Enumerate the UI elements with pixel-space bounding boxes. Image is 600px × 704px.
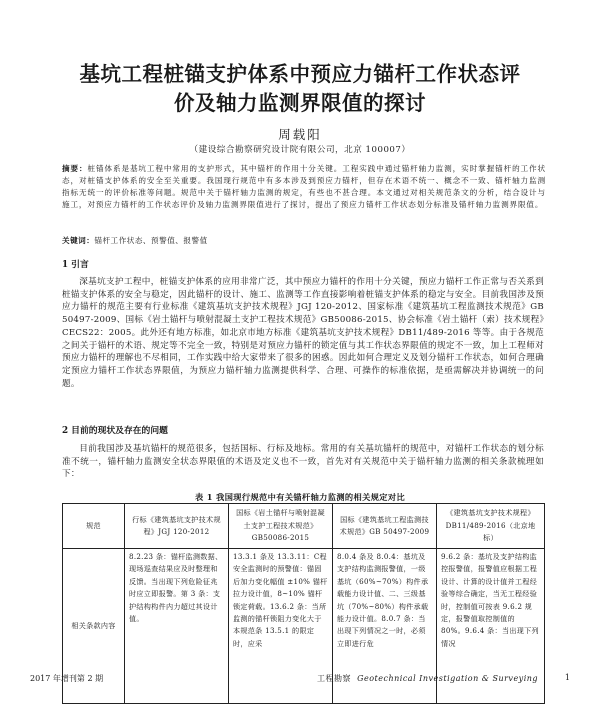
table-cell: 13.3.1 条及 13.3.11：C程安全监测时的预警值：锚固后加力变化幅值 ±10% 锚杆拉力设计值，8~10% 锚杆锁定荷载。13.6.2 条：当所监测的锚杆锁阻力变化大于本规范条 13.5.1 的限定时，应采 bbox=[229, 549, 333, 704]
table-header-cell: 《建筑基坑支护技术规程》DB11/489-2016（北京地标） bbox=[437, 504, 545, 549]
section-1-heading: 1 引言 bbox=[62, 260, 89, 270]
author-affiliation: （建设综合勘察研究设计院有限公司，北京 100007） bbox=[189, 145, 411, 155]
journal-name bbox=[317, 673, 538, 684]
author-name: 周载阳 bbox=[278, 127, 322, 142]
keywords-label: 关键词： bbox=[62, 236, 95, 245]
keywords bbox=[62, 235, 546, 247]
abstract-text: 桩锚体系是基坑工程中常用的支护形式，其中锚杆的作用十分关键。工程实践中通过锚杆轴力监测，实时掌握锚杆的工作状态，对桩锚支护体系的安全至关重要。我国现行规范中有多本涉及到预应力锚杆，但存在术语不统一、概念不一致、锚杆轴力监测指标无统一的评价标准等问题。规范中关于锚杆轴力监测的规定，有些也不甚合理。本文通过对相关规范条文的分析，结合设计与施工，对预应力锚杆的工作状态评价及轴力监测界限值进行了探讨，提出了预应力锚杆工作状态划分标准及锚杆轴力监测界限值。 bbox=[62, 164, 546, 210]
journal-name-cn: 工程勘察 bbox=[317, 674, 351, 683]
section-2-body bbox=[62, 443, 544, 481]
table-cell: 8.2.23 条：锚杆监测数据、现场巡查结果应及时整理和反馈。当出现下列危险征兆时应立即报警。第 3 条：支护结构构件内力超过其设计值。 bbox=[125, 549, 229, 704]
title-line-2: 价及轴力监测界限值的探讨 bbox=[174, 91, 426, 115]
table-header-cell: 规范 bbox=[63, 504, 125, 549]
section-2-heading: 2 目前的现状及存在的问题 bbox=[62, 426, 168, 436]
abstract-label: 摘要： bbox=[62, 164, 88, 173]
page-number: 1 bbox=[564, 673, 570, 682]
section-1-body bbox=[62, 276, 544, 390]
issue-label: 2017 年增刊第 2 期 bbox=[30, 674, 104, 683]
table-header-cell: 国标《岩土锚杆与喷射混凝土支护工程技术规范》GB50086-2015 bbox=[229, 504, 333, 549]
table-row-label: 相关条款内容 bbox=[63, 549, 125, 704]
title-line-1: 基坑工程桩锚支护体系中预应力锚杆工作状态评 bbox=[79, 62, 521, 86]
journal-name-en: Geotechnical Investigation & Surveying bbox=[357, 674, 539, 683]
table-header-cell: 国标《建筑基坑工程监测技术规范》GB 50497-2009 bbox=[333, 504, 437, 549]
paper-title bbox=[30, 60, 570, 118]
table-caption: 表 1 我国现行规范中有关锚杆轴力监测的相关规定对比 bbox=[194, 492, 406, 502]
table-header-row bbox=[63, 504, 545, 549]
table-header-cell: 行标《建筑基坑支护技术规程》JGJ 120-2012 bbox=[125, 504, 229, 549]
keywords-text: 锚杆工作状态、预警值、报警值 bbox=[94, 236, 208, 245]
abstract bbox=[62, 163, 546, 211]
table-cell: 8.0.4 条及 8.0.4：基坑及支护结构监测报警值，一级基坑（60%~70%）构件承载能力设计值、二、三级基坑（70%~80%）构件承载能力设计值。8.0.7 条：当出现下列情况之一时，必须立即进行危 bbox=[333, 549, 437, 704]
section-2-paragraph: 目前我国涉及基坑锚杆的规范很多，包括国标、行标及地标。常用的有关基坑锚杆的规范中，对锚杆工作状态的划分标准不统一，锚杆轴力监测安全状态界限值的术语及定义也不一致，首先对有关规范中关于锚杆轴力监测的相关条款梳理如下： bbox=[62, 444, 544, 480]
section-1-paragraph: 深基坑支护工程中，桩锚支护体系的应用非常广泛，其中预应力锚杆的作用十分关键，预应力锚杆工作正常与否关系到桩锚支护体系的安全与稳定，因此锚杆的设计、施工、监测等工作直接影响着桩锚支护体系的稳定与安全。目前我国涉及预应力锚杆的规范主要有行业标准《建筑基坑支护技术规程》JGJ 120-2012、国家标准《建筑基坑工程监测技术规范》GB 50497-2009、国标《岩土锚杆与喷射混凝土支护工程技术规范》GB50086-2015、协会标准《岩土锚杆（索）技术规程》CECS22：2005。此外还有地方标准，如北京市地方标准《建筑基坑支护技术规程》DB11/489-2016 等等。由于各规范之间关于锚杆的术语、规定等不完全一致，特别是对预应力锚杆的锁定值与其工作状态界限值的规定不一致，加上工程师对预应力锚杆的理解也不尽相同，工作实践中给大家带来了很多的困惑。因此如何合理定义及划分锚杆工作状态，如何合理确定预应力锚杆工作状态界限值，为预应力锚杆轴力监测提供科学、合理、可操作的标准依据，是亟需解决并协调统一的问题。 bbox=[62, 277, 544, 389]
table-cell: 9.6.2 条：基坑及支护结构监控报警值，报警值应根据工程设计、计算的设计值并工程经验等综合确定，当无工程经验时，控制值可按表 9.6.2 规定，报警值取控制值的 80%。9.6.4 条：当出现下列情况 bbox=[437, 549, 545, 704]
